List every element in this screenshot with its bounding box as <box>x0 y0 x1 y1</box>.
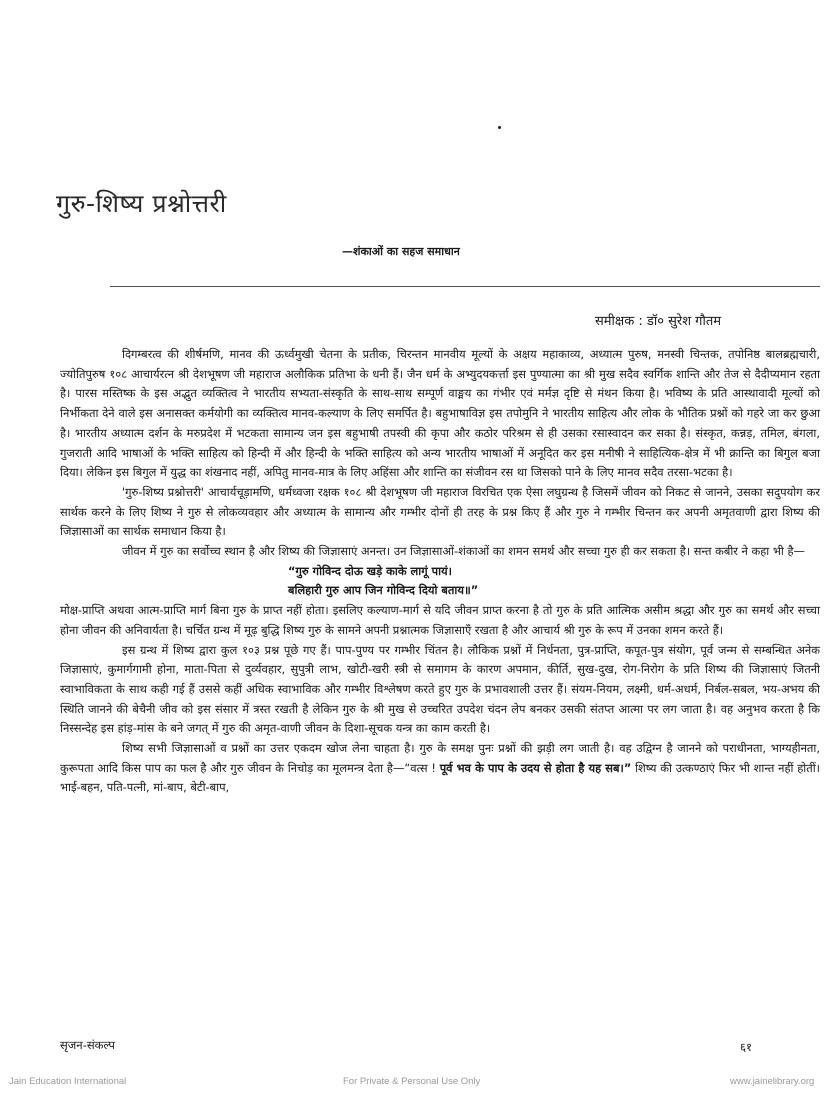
reviewer-credit: समीक्षक : डॉ० सुरेश गौतम <box>595 314 722 329</box>
paragraph: 'गुरु-शिष्य प्रश्नोत्तरी' आचार्यचूड़ामणि, धर्मध्वजा रक्षक १०८ श्री देशभूषण जी महाराज विरचित एक ऐसा लघुग्रन्थ है जिसमें जीवन को निकट से जानने, उसका सदुपयोग कर सार्थक करने के लिए शिष्य ने गुरु से लोकव्यवहार और अध्यात्म के सामान्य और गम्भीर दोनों ही तरह के प्रश्न किए हैं और गुरु ने गम्भीर चिन्तन कर अपनी अमृतवाणी द्वारा शिष्य की जिज्ञासाओं का सार्थक समाधान किया है। <box>60 484 820 539</box>
paragraph: दिगम्बरत्व की शीर्षमणि, मानव की ऊर्ध्वमुखी चेतना के प्रतीक, चिरन्तन मानवीय मूल्यों के अक्षय महाकाव्य, अध्यात्म पुरुष, मनस्वी चिन्तक, तपोनिष्ठ बालब्रह्मचारी, ज्योतिपुरुष १०८ आचार्यरत्न श्री देशभूषण जी महाराज अलौकिक प्रतिभा के धनी हैं। जैन धर्म के अभ्युदयकर्त्ता इस पुण्यात्मा का श्री मुख सदैव स्वर्गिक शान्ति और तेज से दैदीप्यमान रहता है। पारस मस्तिष्क के इस अद्भुत व्यक्तित्व ने भारतीय सभ्यता-संस्कृति के साथ-साथ सम्पूर्ण वाङ्मय का गंभीर एवं मर्मज्ञ दृष्टि से मंथन किया है। भविष्य के प्रति आस्थावादी मूल्यों को निर्भीकता देने वाले इस अनासक्त कर्मयोगी का व्यक्तित्व मानव-कल्याण के लिए समर्पित है। बहुभाषाविज्ञ इस तपोमुनि ने भारतीय साहित्य और लोक के भौतिक प्रश्नों को गहरे जा कर छुआ है। भारतीय अध्यात्म दर्शन के मरुप्रदेश में भटकता सामान्य जन इस बहुभाषी तपस्वी की कृपा और कठोर परिश्रम से ही उसका रसास्वादन कर सका है। संस्कृत, कन्नड़, तमिल, बंगला, गुजराती आदि भाषाओं के भक्ति साहित्य को हिन्दी में और हिन्दी के भक्ति साहित्य को अन्य भारतीय भाषाओं में अनूदित कर इस मनीषी ने साहित्यिक-क्षेत्र में भी क्रान्ति का बिगुल बजा दिया। लेकिन इस बिगुल में युद्ध का शंखनाद नहीं, अपितु मानव-मात्र के लिए अहिंसा और शान्ति का संजीवन रस था जिसको पाने के लिए मानव सदैव तरसा-भटका है। <box>60 347 820 480</box>
paragraph: इस ग्रन्थ में शिष्य द्वारा कुल १०३ प्रश्न पूछे गए हैं। पाप-पुण्य पर गम्भीर चिंतन है। लौकिक प्रश्नों में निर्धनता, पुत्र-प्राप्ति, कपूत-पुत्र संयोग, पूर्व जन्म से सम्बन्धित अनेक जिज्ञासाएं, कुमार्गगामी होना, माता-पिता से दुर्व्यवहार, सुपुत्री लाभ, खोटी-खरी स्त्री से समागम के कारण अपमान, कीर्ति, सुख-दुख, रोग-निरोग के प्रति शिष्य की जिज्ञासाएं जितनी स्वाभाविकता के साथ कही गई हैं उससे कहीं अधिक स्वाभाविक और गम्भीर विश्लेषण करते हुए गुरु के प्रभावशाली उत्तर हैं। संयम-नियम, लक्ष्मी, धर्म-अधर्म, निर्बल-सबल, भय-अभय की स्थिति जानने की बेचैनी जीव को इस संसार में त्रस्त रखती है लेकिन गुरु के श्री मुख से उच्चरित उपदेश चंदन लेप बनकर उसकी संतप्त आत्मा पर लग जाता है। वह अनुभव करता है कि निस्सन्देह इस हांड़-मांस के बने जगत् में गुरु की अमृत-वाणी जीवन के दिशा-सूचक यन्त्र का काम करती है। <box>60 642 820 736</box>
watermark-right: www.jainelibrary.org <box>730 1076 815 1087</box>
emphasized-quote: पूर्व भव के पाप के उदय से होता है यह सब।” <box>439 760 632 775</box>
watermark-strip <box>0 1076 828 1103</box>
article-body <box>60 345 820 798</box>
article-title: गुरु-शिष्य प्रश्नोत्तरी <box>56 189 227 218</box>
watermark-center: For Private & Personal Use Only <box>343 1076 481 1087</box>
article-subtitle: —शंकाओं का सहज समाधान <box>342 245 460 258</box>
paragraph: जीवन में गुरु का सर्वोच्च स्थान है और शिष्य की जिज्ञासाएं अनन्त। उन जिज्ञासाओं-शंकाओं का शमन समर्थ और सच्चा गुरु ही कर सकता है। सन्त कबीर ने कहा भी है— <box>122 544 805 559</box>
couplet-line: बलिहारी गुरु आप जिन गोविन्द दियो बताय॥” <box>288 583 479 598</box>
paragraph: मोक्ष-प्राप्ति अथवा आत्म-प्राप्ति मार्ग बिना गुरु के प्राप्त नहीं होता। इसलिए कल्याण-मार्ग से यदि जीवन प्राप्त करना है तो गुरु के प्रति आत्मिक असीम श्रद्धा और गुरु का समर्थ और सच्चा होना जीवन की अनिवार्यता है। चर्चित ग्रन्थ में मूढ़ बुद्धि शिष्य गुरु के सामने अपनी प्रश्नात्मक जिज्ञासाएँ रखता है और आचार्य श्री गुरु के रूप में उनका शमन करते हैं। <box>60 603 820 637</box>
publication-name: सृजन-संकल्प <box>60 1038 115 1052</box>
watermark-left: Jain Education International <box>9 1076 127 1087</box>
kabir-couplet <box>60 562 820 601</box>
paragraph <box>60 739 820 798</box>
horizontal-divider <box>110 286 820 287</box>
paragraph-text: शिष्य सभी जिज्ञासाओं व प्रश्नों का उत्तर एकदम खोज लेना चाहता है। गुरु के समक्ष पुनः प्रश्नों की झड़ी लग जाती है। वह उद्विग्न है जानने को पराधीनता, भाग्यहीनता, कुरूपता आदि किस पाप का फल है और गुरु जीवन के निचोड़ का मूलमन्त्र देता है—“वत्स ! <box>60 741 820 775</box>
page-number: ६१ <box>740 1040 752 1054</box>
scan-speck <box>498 126 501 129</box>
couplet-line: “गुरु गोविन्द दोऊ खड़े काके लागूं पायं। <box>288 563 452 578</box>
paragraph-text: शिष्य की उत्कण्ठाएं फिर भी शान्त नहीं होतीं। भाई-बहन, पति-पत्नी, मां-बाप, बेटी-बाप, <box>60 760 821 795</box>
